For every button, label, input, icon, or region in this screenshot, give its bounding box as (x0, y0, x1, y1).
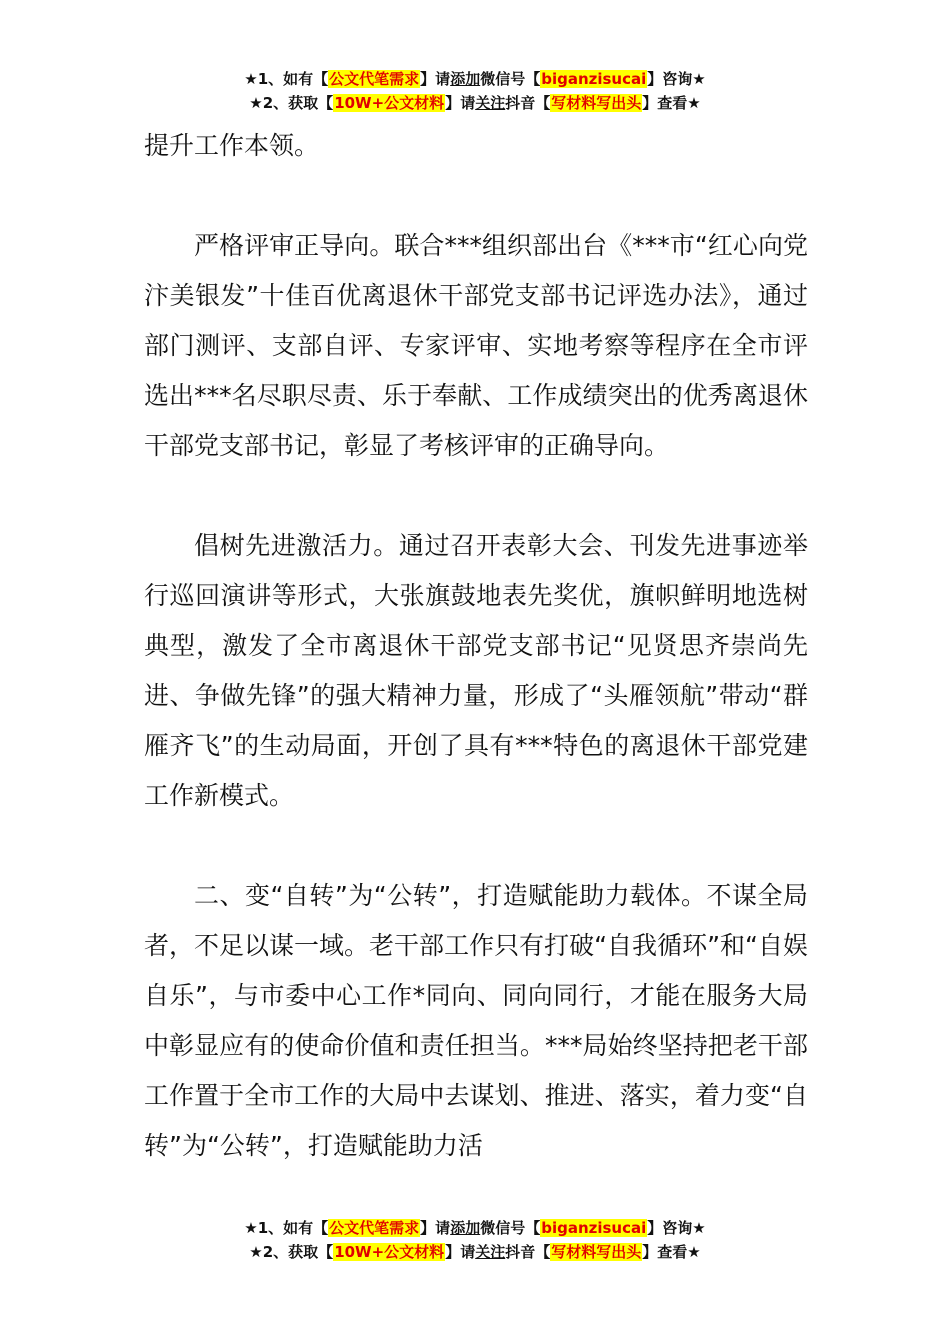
banner-highlight-douyin: 写材料写出头 (551, 1243, 642, 1261)
banner-highlight-wechat: biganzisucai (541, 1219, 647, 1237)
paragraph-gap (144, 471, 808, 521)
header-banner (0, 67, 950, 115)
banner-line-2: ★2、获取【10W+公文材料】请关注抖音【写材料写出头】查看★ (249, 1243, 701, 1261)
paragraph-review: 严格评审正导向。联合***组织部出台《***市“红心向党 汴美银发”十佳百优离退休干部党支部书记评选办法》，通过部门测评、支部自评、专家评审、实地考察等程序在全市评选出***名尽职尽责、乐于奉献、工作成绩突出的优秀离退休干部党支部书记，彰显了考核评审的正确导向。 (144, 231, 808, 460)
paragraph-continuation: 提升工作本领。 (144, 131, 320, 160)
banner-highlight-materials: 10W+公文材料 (334, 94, 445, 112)
banner-highlight-wechat: biganzisucai (541, 70, 647, 88)
paragraph-exemplars: 倡树先进激活力。通过召开表彰大会、刊发先进事迹举行巡回演讲等形式，大张旗鼓地表先奖优，旗帜鲜明地选树典型，激发了全市离退休干部党支部书记“见贤思齐崇尚先进、争做先锋”的强大精神力量，形成了“头雁领航”带动“群雁齐飞”的生动局面，开创了具有***特色的离退休干部党建工作新模式。 (144, 531, 808, 810)
paragraph-gap (144, 821, 808, 871)
banner-line-1: ★1、如有【公文代笔需求】请添加微信号【biganzisucai】咨询★ (244, 70, 706, 88)
banner-highlight-douyin: 写材料写出头 (551, 94, 642, 112)
banner-highlight-materials: 10W+公文材料 (334, 1243, 445, 1261)
banner-highlight-service: 公文代笔需求 (329, 70, 420, 88)
paragraph-section-two: 二、变“自转”为“公转”，打造赋能助力载体。不谋全局者，不足以谋一域。老干部工作只有打破“自我循环”和“自娱自乐”，与市委中心工作*同向、同向同行，才能在服务大局中彰显应有的使命价值和责任担当。***局始终坚持把老干部工作置于全市工作的大局中去谋划、推进、落实，着力变“自转”为“公转”，打造赋能助力活 (144, 881, 808, 1160)
banner-highlight-service: 公文代笔需求 (329, 1219, 420, 1237)
banner-line-1: ★1、如有【公文代笔需求】请添加微信号【biganzisucai】咨询★ (244, 1219, 706, 1237)
banner-line-2: ★2、获取【10W+公文材料】请关注抖音【写材料写出头】查看★ (249, 94, 701, 112)
footer-banner (0, 1216, 950, 1264)
document-body (144, 121, 808, 1171)
paragraph-gap (144, 171, 808, 221)
